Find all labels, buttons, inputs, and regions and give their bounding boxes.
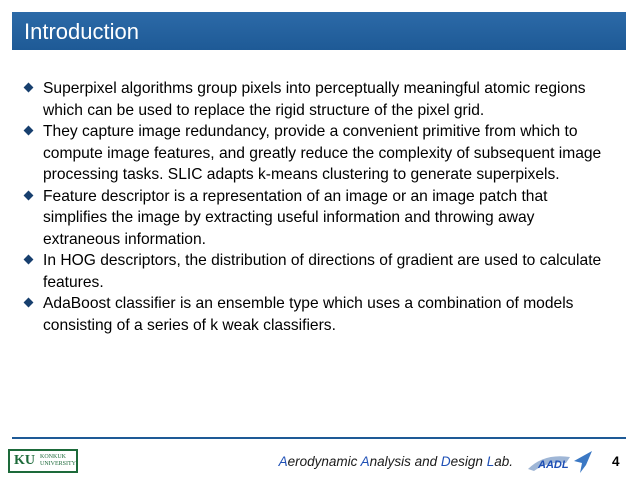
lab-name-text: ab. xyxy=(494,454,513,469)
diamond-bullet-icon xyxy=(24,255,34,265)
lab-name xyxy=(279,454,513,469)
diamond-bullet-icon xyxy=(24,126,34,136)
bullet-item xyxy=(24,121,614,186)
aadl-logo-icon xyxy=(524,447,594,475)
konkuk-university-logo xyxy=(8,449,78,473)
page-number: 4 xyxy=(612,454,620,469)
bullet-text: They capture image redundancy, provide a convenient primitive from which to compute image features, and greatly reduce the complexity of subsequent image processing tasks. SLIC adapts k-means clustering to generate superpixels. xyxy=(43,123,602,183)
footer-divider xyxy=(12,437,626,439)
ku-logo-letters: KU xyxy=(14,453,35,468)
bullet-item xyxy=(24,78,614,121)
lab-name-cap: A xyxy=(360,454,370,469)
bullet-item xyxy=(24,186,614,251)
title-bar xyxy=(12,12,626,50)
bullet-text: Feature descriptor is a representation of an image or an image patch that simplifies the image by extracting useful information and throwing away extraneous information. xyxy=(43,187,548,248)
lab-name-text: erodynamic xyxy=(287,454,361,469)
bullet-list xyxy=(24,78,614,336)
bullet-text: Superpixel algorithms group pixels into perceptually meaningful atomic regions which can be used to replace the rigid structure of the pixel grid. xyxy=(43,80,586,119)
bullet-text: In HOG descriptors, the distribution of directions of gradient are used to calculate features. xyxy=(43,252,602,291)
lab-name-text: nalysis and xyxy=(369,454,441,469)
lab-name-text: esign xyxy=(450,454,487,469)
diamond-bullet-icon xyxy=(24,190,34,200)
bullet-item xyxy=(24,293,614,336)
university-logo-line2: UNIVERSITY xyxy=(40,461,76,467)
bullet-text: AdaBoost classifier is an ensemble type which uses a combination of models consisting of a series of k weak classifiers. xyxy=(43,295,574,334)
aadl-wing xyxy=(574,451,592,473)
lab-name-cap: L xyxy=(486,454,495,469)
lab-name-cap: A xyxy=(278,454,288,469)
university-logo-subtext xyxy=(40,454,76,468)
lab-name-cap: D xyxy=(440,454,451,469)
university-logo-line1: KONKUK xyxy=(40,454,66,460)
slide-title: Introduction xyxy=(24,19,139,44)
diamond-bullet-icon xyxy=(24,83,34,93)
diamond-bullet-icon xyxy=(24,298,34,308)
bullet-item xyxy=(24,250,614,293)
aadl-logo-text: AADL xyxy=(538,459,569,471)
